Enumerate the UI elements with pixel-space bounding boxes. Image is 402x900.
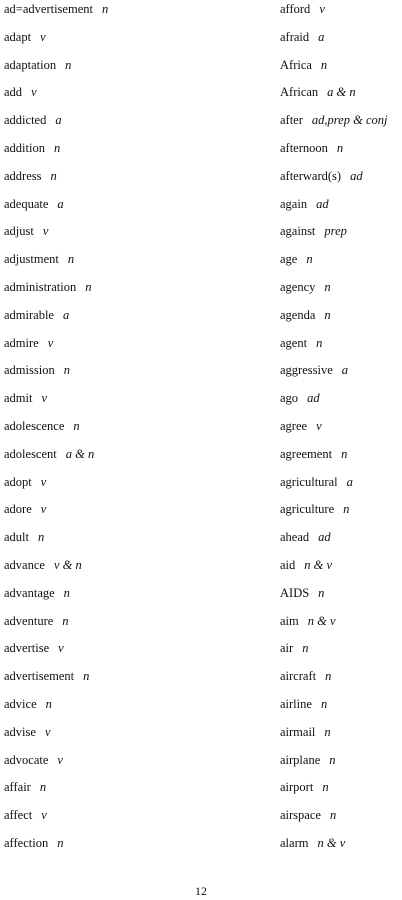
part-of-speech: n [316,335,323,350]
word-entry [280,445,402,473]
word-entry [280,667,402,695]
part-of-speech: n [83,669,90,684]
part-of-speech: n [45,696,52,711]
entry-word: air [280,641,294,656]
part-of-speech: v [41,391,48,406]
entry-word: affect [4,808,33,823]
word-entry [280,0,402,28]
word-entry [4,28,264,56]
part-of-speech: n [38,530,45,545]
word-entry [280,167,402,195]
entry-word: adolescence [4,418,65,433]
entry-word: ad=advertisement [4,2,93,16]
left-word-column [4,0,264,862]
word-entry [280,56,402,84]
part-of-speech: n [62,613,69,628]
part-of-speech: a [55,113,62,128]
entry-word: admit [4,391,33,406]
entry-word: adolescent [4,446,57,461]
word-entry [4,806,264,834]
part-of-speech: n [318,585,325,600]
part-of-speech: v & n [53,557,82,572]
part-of-speech: a & n [327,85,356,100]
entry-word: adaptation [4,57,57,72]
word-entry [280,28,402,56]
entry-word: admirable [4,307,54,322]
word-entry [4,473,264,501]
entry-word: addition [4,140,45,155]
word-entry [280,278,402,306]
entry-word: address [4,168,42,183]
part-of-speech: ad [350,168,363,183]
entry-word: agenda [280,307,316,322]
entry-word: advantage [4,585,55,600]
word-entry [280,334,402,362]
entry-word: advertise [4,641,50,656]
part-of-speech: n [67,252,75,267]
word-entry [4,667,264,695]
part-of-speech: a [62,307,70,322]
part-of-speech: n [101,2,109,16]
part-of-speech: v [31,85,37,100]
part-of-speech: n & v [304,557,333,572]
entry-word: against [280,224,316,239]
part-of-speech: n [320,57,328,72]
entry-word: agreement [280,446,333,461]
entry-word: airspace [280,808,321,823]
part-of-speech: n [343,502,350,517]
entry-word: African [280,85,319,100]
word-entry [4,139,264,167]
part-of-speech: n [306,252,313,267]
part-of-speech: ad [316,196,329,211]
word-entry [4,0,264,28]
entry-word: adjustment [4,252,59,267]
word-entry [280,528,402,556]
part-of-speech: n [329,752,336,767]
part-of-speech: n [320,696,328,711]
entry-word: affair [4,780,31,795]
entry-word: agree [280,418,308,433]
part-of-speech: a [318,29,325,44]
part-of-speech: a [57,196,64,211]
entry-word: advice [4,696,37,711]
word-entry [4,556,264,584]
part-of-speech: n [336,140,344,155]
entry-word: adequate [4,196,49,211]
word-entry [4,778,264,806]
part-of-speech: n [324,307,331,322]
entry-word: ago [280,391,299,406]
part-of-speech: n [63,585,70,600]
word-entry [280,584,402,612]
entry-word: agricultural [280,474,338,489]
entry-word: afford [280,2,311,16]
word-entry [4,528,264,556]
word-entry [280,556,402,584]
entry-word: age [280,252,298,267]
part-of-speech: v [41,808,47,823]
part-of-speech: n [39,780,47,795]
part-of-speech: v [40,474,47,489]
entry-word: agriculture [280,502,335,517]
word-entry [280,83,402,111]
part-of-speech: v [319,2,325,16]
word-entry [280,250,402,278]
word-entry [280,639,402,667]
entry-word: afterward(s) [280,168,342,183]
entry-word: afternoon [280,140,328,155]
part-of-speech: v [40,502,47,517]
word-entry [4,56,264,84]
word-entry [280,306,402,334]
word-entry [280,500,402,528]
entry-word: Africa [280,57,312,72]
part-of-speech: v [44,724,51,739]
part-of-speech: v [42,224,49,239]
word-entry [4,361,264,389]
word-entry [280,778,402,806]
part-of-speech: v [47,335,54,350]
part-of-speech: n [63,363,70,378]
word-entry [4,306,264,334]
part-of-speech: n [341,446,348,461]
word-entry [280,417,402,445]
word-entry [4,83,264,111]
entry-word: AIDS [280,585,310,600]
part-of-speech: n [73,418,80,433]
word-entry [4,834,264,862]
entry-word: aggressive [280,363,333,378]
word-entry [4,639,264,667]
word-entry [4,195,264,223]
word-entry [280,361,402,389]
word-entry [4,695,264,723]
part-of-speech: n [324,279,331,294]
word-entry [280,195,402,223]
word-entry [4,723,264,751]
word-entry [280,473,402,501]
word-entry [4,167,264,195]
word-entry [280,695,402,723]
entry-word: again [280,196,308,211]
part-of-speech: n [85,279,92,294]
part-of-speech: n [65,57,72,72]
word-entry [4,222,264,250]
part-of-speech: a & n [65,446,95,461]
part-of-speech: n [325,669,332,684]
part-of-speech: v [40,29,46,44]
part-of-speech: ad [307,391,320,406]
part-of-speech: a [346,474,353,489]
entry-word: adventure [4,613,54,628]
entry-word: aid [280,557,296,572]
part-of-speech: n & v [317,835,346,850]
entry-word: aircraft [280,669,317,684]
right-word-column [280,0,402,862]
word-entry [4,584,264,612]
entry-word: add [4,85,23,100]
part-of-speech: v [58,641,64,656]
entry-word: adapt [4,29,32,44]
entry-word: addicted [4,113,47,128]
part-of-speech: n [57,835,64,850]
entry-word: aim [280,613,299,628]
word-entry [280,389,402,417]
entry-word: advance [4,557,45,572]
word-entry [4,751,264,779]
part-of-speech: v [316,418,322,433]
entry-word: after [280,113,303,128]
part-of-speech: prep [324,224,347,239]
part-of-speech: n [324,724,331,739]
entry-word: adjust [4,224,34,239]
entry-word: agency [280,279,316,294]
entry-word: adult [4,530,29,545]
entry-word: admission [4,363,55,378]
word-entry [4,445,264,473]
word-entry [280,111,402,139]
word-entry [280,139,402,167]
entry-word: admire [4,335,39,350]
word-entry [280,834,402,862]
part-of-speech: ad [318,530,331,545]
part-of-speech: n & v [307,613,336,628]
word-entry [280,806,402,834]
word-entry [4,612,264,640]
part-of-speech: n [329,808,337,823]
part-of-speech: n [302,641,309,656]
word-entry [4,111,264,139]
entry-word: agent [280,335,308,350]
part-of-speech: n [53,140,61,155]
word-entry [4,334,264,362]
word-entry [4,417,264,445]
word-entry [280,723,402,751]
word-entry [4,278,264,306]
entry-word: adopt [4,474,32,489]
entry-word: airline [280,696,312,711]
entry-word: afraid [280,29,310,44]
word-entry [280,612,402,640]
entry-word: adore [4,502,32,517]
part-of-speech: a [341,363,349,378]
entry-word: administration [4,279,77,294]
entry-word: affection [4,835,49,850]
word-entry [4,500,264,528]
entry-word: airplane [280,752,321,767]
page-number: 12 [195,884,207,898]
word-entry [280,222,402,250]
entry-word: advertisement [4,669,75,684]
entry-word: advocate [4,752,49,767]
part-of-speech: ad,prep & conj [311,113,388,128]
word-entry [4,250,264,278]
entry-word: alarm [280,835,309,850]
word-entry [4,389,264,417]
entry-word: advise [4,724,36,739]
entry-word: ahead [280,530,310,545]
part-of-speech: n [50,168,57,183]
entry-word: airmail [280,724,316,739]
word-entry [280,751,402,779]
part-of-speech: n [322,780,329,795]
part-of-speech: v [57,752,63,767]
entry-word: airport [280,780,314,795]
